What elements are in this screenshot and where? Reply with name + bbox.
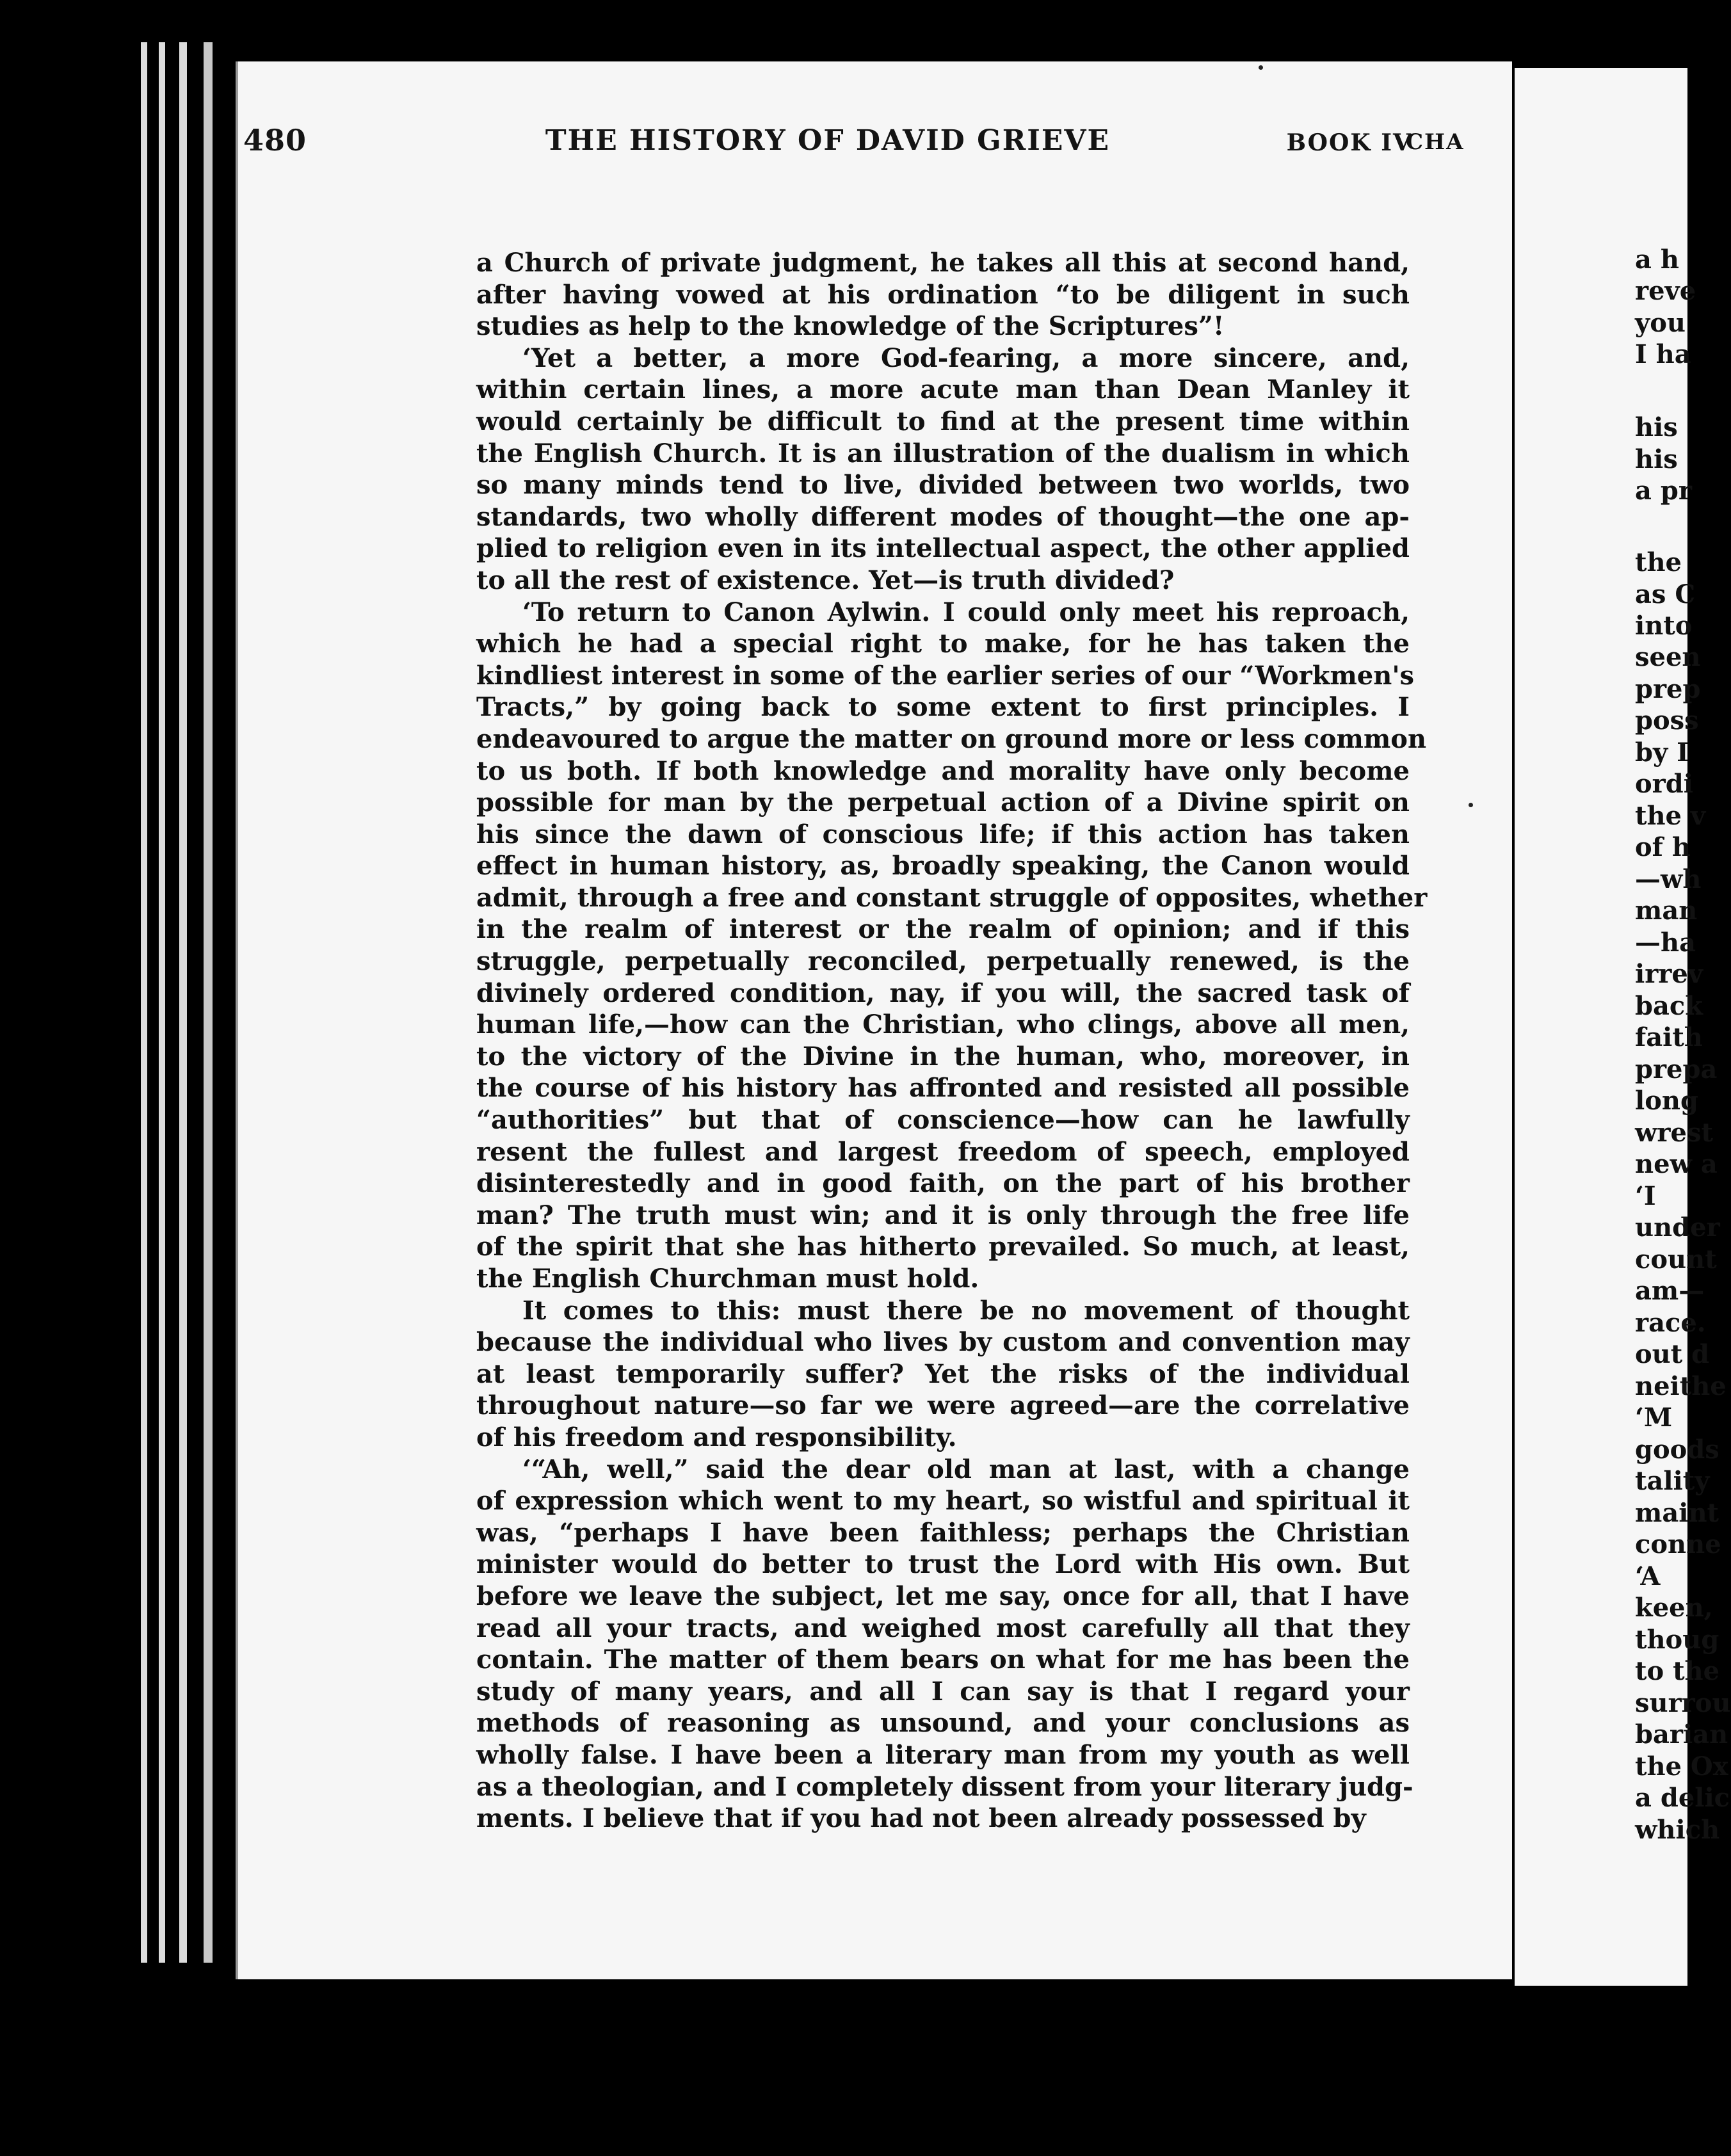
right-page-line: new a xyxy=(1635,1149,1718,1179)
text-line: read all your tracts, and weighed most carefully all that they xyxy=(476,1613,1410,1643)
book-title: THE HISTORY OF DAVID GRIEVE xyxy=(545,124,1111,157)
right-page-line: long xyxy=(1635,1086,1698,1116)
right-page-line: prepa xyxy=(1635,1054,1718,1084)
right-page-line: his xyxy=(1635,444,1678,474)
right-page-line: count xyxy=(1635,1244,1717,1275)
right-page-line: am— xyxy=(1635,1276,1705,1306)
right-page-line: ordi xyxy=(1635,769,1693,799)
right-page-line: prep xyxy=(1635,674,1701,704)
right-page-line: by I xyxy=(1635,737,1689,768)
text-line: the course of his history has affronted and resisted all possible xyxy=(476,1073,1410,1104)
ink-speck xyxy=(1259,65,1263,70)
right-page-line: a delic xyxy=(1635,1783,1730,1813)
right-page-line: tality xyxy=(1635,1466,1710,1496)
right-page-line: a pr xyxy=(1635,476,1692,506)
text-line: effect in human history, as, broadly speaking, the Canon would xyxy=(476,851,1410,881)
page-edge xyxy=(179,42,187,1963)
right-page-line: under xyxy=(1635,1212,1720,1243)
text-line: minister would do better to trust the Lord with His own. But xyxy=(476,1549,1410,1580)
text-line: after having vowed at his ordination “to be diligent in such xyxy=(476,279,1410,310)
text-line: the English Churchman must hold. xyxy=(476,1264,979,1294)
right-page-line: —ha xyxy=(1635,928,1696,958)
text-line: as a theologian, and I completely dissent from your literary judg- xyxy=(476,1771,1413,1802)
text-line: within certain lines, a more acute man than Dean Manley it xyxy=(476,374,1410,405)
right-page-running-head: CHA xyxy=(1406,129,1465,155)
right-page-line: poss xyxy=(1635,705,1699,736)
text-line: admit, through a free and constant struggle of opposites, whether xyxy=(476,882,1428,913)
text-line: man? The truth must win; and it is only through the free life xyxy=(476,1200,1410,1230)
text-line: throughout nature—so far we were agreed—are the correlative xyxy=(476,1390,1410,1421)
text-line: ‘To return to Canon Aylwin. I could only meet his reproach, xyxy=(522,597,1410,627)
page-edge xyxy=(159,42,165,1963)
text-line: because the individual who lives by custom and convention may xyxy=(476,1327,1410,1358)
text-line: methods of reasoning as unsound, and your conclusions as xyxy=(476,1708,1410,1739)
right-page-line: keen, xyxy=(1635,1593,1713,1623)
body-text xyxy=(476,247,1428,1835)
text-line: ‘Yet a better, a more God-fearing, a more sincere, and, xyxy=(522,342,1410,373)
text-line: to all the rest of existence. Yet—is truth divided? xyxy=(476,565,1175,595)
text-line: Tracts,” by going back to some extent to first principles. I xyxy=(476,692,1410,723)
text-line: contain. The matter of them bears on what for me has been the xyxy=(476,1645,1410,1675)
text-line: the English Church. It is an illustration of the dualism in which xyxy=(476,438,1410,469)
text-line: in the realm of interest or the realm of opinion; and if this xyxy=(476,914,1410,945)
right-page-line: to the xyxy=(1635,1656,1720,1686)
right-page-line: maint xyxy=(1635,1498,1719,1528)
page-edge xyxy=(204,42,213,1963)
right-page-line: wrest xyxy=(1635,1118,1713,1148)
text-line: to the victory of the Divine in the human, who, moreover, in xyxy=(476,1041,1410,1072)
text-line: to us both. If both knowledge and morality have only become xyxy=(476,755,1410,786)
right-page-line: thoug xyxy=(1635,1625,1719,1655)
right-page-line: you xyxy=(1635,308,1686,338)
page-edge-stack xyxy=(128,42,243,1963)
right-page-line: faith xyxy=(1635,1022,1703,1052)
text-line: endeavoured to argue the matter on ground more or less common xyxy=(476,723,1427,754)
text-line: of his freedom and responsibility. xyxy=(476,1422,957,1452)
right-page-line: irrev xyxy=(1635,959,1703,989)
text-line: at least temporarily suffer? Yet the risks of the individual xyxy=(476,1358,1410,1389)
text-line: studies as help to the knowledge of the Scriptures”! xyxy=(476,311,1225,342)
right-page-line: seen xyxy=(1635,642,1701,672)
right-page-line: into xyxy=(1635,611,1693,641)
text-line: kindliest interest in some of the earlier series of our “Workmen's xyxy=(476,660,1415,691)
right-page-line: back xyxy=(1635,991,1703,1021)
text-line: ments. I believe that if you had not been already possessed by xyxy=(476,1803,1366,1834)
right-page-line: which xyxy=(1635,1815,1720,1845)
running-head xyxy=(243,123,1412,168)
text-line: disinterestedly and in good faith, on the part of his brother xyxy=(476,1168,1410,1199)
right-page-line: his xyxy=(1635,412,1678,442)
right-page-line: race. xyxy=(1635,1308,1706,1338)
right-page-line: goods xyxy=(1635,1435,1719,1465)
right-page-line: man xyxy=(1635,896,1698,926)
text-line: possible for man by the perpetual action of a Divine spirit on xyxy=(476,787,1410,818)
page-number: 480 xyxy=(243,123,307,157)
text-line: of the spirit that she has hitherto prevailed. So much, at least, xyxy=(476,1232,1410,1262)
right-page-line: conne xyxy=(1635,1529,1721,1559)
page-edge xyxy=(141,42,147,1963)
right-page-line: as C xyxy=(1635,579,1696,609)
text-line: was, “perhaps I have been faithless; perhaps the Christian xyxy=(476,1517,1410,1548)
text-line: study of many years, and all I can say is that I regard your xyxy=(476,1676,1410,1707)
right-page-line: reve xyxy=(1635,276,1696,306)
right-page-line: the Ox xyxy=(1635,1751,1728,1782)
right-page-line: the xyxy=(1635,547,1682,577)
text-line: his since the dawn of conscious life; if this action has taken xyxy=(476,819,1410,849)
book-number: BOOK IV xyxy=(1286,129,1412,156)
right-page-line: out d xyxy=(1635,1339,1710,1369)
right-page-line: of h xyxy=(1635,832,1691,862)
right-page-line: the v xyxy=(1635,801,1706,831)
text-line: standards, two wholly different modes of thought—the one ap- xyxy=(476,501,1410,532)
right-page-line: I ha xyxy=(1635,339,1691,369)
text-line: a Church of private judgment, he takes all this at second hand, xyxy=(476,248,1410,278)
right-page-line: neithe xyxy=(1635,1371,1727,1401)
text-line: so many minds tend to live, divided between two worlds, two xyxy=(476,470,1410,501)
text-line: resent the fullest and largest freedom of speech, employed xyxy=(476,1136,1410,1167)
text-line: ‘“Ah, well,” said the dear old man at last, with a change xyxy=(522,1454,1410,1484)
right-page-line: ‘I xyxy=(1635,1181,1656,1211)
right-page-line: ‘M xyxy=(1635,1403,1673,1433)
right-page-line: surrou xyxy=(1635,1688,1731,1718)
text-line: It comes to this: must there be no movement of thought xyxy=(522,1295,1410,1326)
text-line: plied to religion even in its intellectual aspect, the other applied xyxy=(476,533,1410,564)
text-line: before we leave the subject, let me say, once for all, that I have xyxy=(476,1581,1410,1611)
text-line: struggle, perpetually reconciled, perpetually renewed, is the xyxy=(476,946,1410,977)
ink-speck xyxy=(1469,803,1473,807)
text-line: of expression which went to my heart, so wistful and spiritual it xyxy=(476,1486,1410,1516)
right-page-line: a h xyxy=(1635,245,1679,275)
text-line: which he had a special right to make, for he has taken the xyxy=(476,629,1410,659)
right-page-line: —wh xyxy=(1635,864,1702,894)
right-page-line: ‘A xyxy=(1635,1561,1661,1591)
text-line: wholly false. I have been a literary man from my youth as well xyxy=(476,1739,1410,1770)
right-page-line: barian xyxy=(1635,1719,1728,1750)
text-line: human life,—how can the Christian, who clings, above all men, xyxy=(476,1010,1410,1040)
text-line: “authorities” but that of conscience—how can he lawfully xyxy=(476,1105,1410,1136)
text-line: divinely ordered condition, nay, if you will, the sacred task of xyxy=(476,977,1410,1008)
text-line: would certainly be difficult to find at the present time within xyxy=(476,406,1410,437)
